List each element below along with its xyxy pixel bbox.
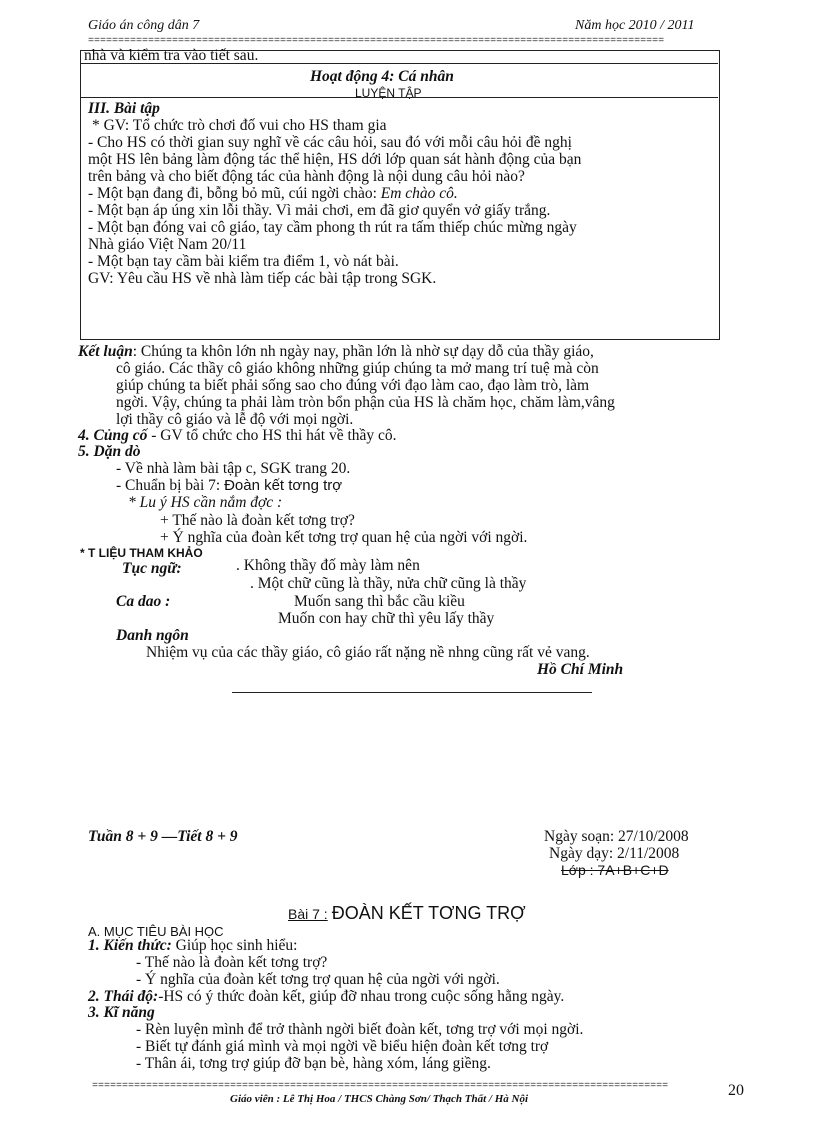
homework-sub: + Ý nghĩa của đoàn kết tơng trợ quan hệ của ngời với ngời. [160,529,528,546]
lesson-title-prefix: Bài 7 : [288,906,328,922]
greeting-text: Em chào cô. [380,185,458,202]
header-left: Giáo án công dân 7 [88,18,200,33]
box-line: trên bảng và cho biết động tác của hành động là nội dung câu hỏi nào? [88,168,525,185]
box-line: - Một bạn áp úng xin lỗi thầy. Vì mải chơi, em đã giơ quyển vở giấy trắng. [88,202,551,219]
knowledge-item: - Thế nào là đoàn kết tơng trợ? [136,954,328,971]
proverb-label: Tục ngữ: [122,560,182,577]
box-line-text: - Một bạn đang đi, bỗng bỏ mũ, cúi ngời chào: [88,185,377,202]
homework-note: * Lu ý HS cần nắm đợc : [128,494,283,511]
lesson-title-text: ĐOÀN KẾT TƠNG TRỢ [331,903,526,923]
carry-over-text: nhà và kiểm tra vào tiết sau. [84,47,259,64]
page-number: 20 [728,1082,744,1099]
consolidate-line [78,427,397,444]
section-title: III. Bài tập [88,100,160,117]
folk-line: Muốn sang thì bắc cầu kiều [294,593,465,610]
box-line: * GV: Tổ chức trò chơi đố vui cho HS tham gia [92,117,387,134]
conclusion-line: cô giáo. Các thầy cô giáo không những giúp chúng ta mở mang trí tuệ mà còn [116,360,599,377]
section-divider [232,692,592,693]
box-line: - Một bạn đóng vai cô giáo, tay cầm phong th rút ra tấm thiếp chúc mừng ngày [88,219,577,236]
box-line: - Cho HS có thời gian suy nghĩ về các câu hỏi, sau đó với mỗi câu hỏi đề nghị [88,134,572,151]
homework-sub: + Thế nào là đoàn kết tơng trợ? [160,512,355,529]
knowledge-label: 1. Kiến thức: [88,937,172,954]
skills-item: - Biết tự đánh giá mình và mọi ngời về biểu hiện đoàn kết tơng trợ [136,1038,549,1055]
header-right: Năm học 2010 / 2011 [575,18,695,33]
conclusion-line [78,343,594,360]
week-label: Tuần 8 + 9 —Tiết 8 + 9 [88,828,238,845]
activity-subtitle: LUYỆN TẬP [355,86,422,100]
proverb-line: . Một chữ cũng là thầy, nửa chữ cũng là thầy [250,575,527,592]
box-line: - Một bạn tay cầm bài kiểm tra điểm 1, vò nát bài. [88,253,399,270]
footer-teacher: Giáo viên : Lê Thị Hoa / THCS Chàng Sơn/ Thạch Thất / Hà Nội [230,1093,529,1105]
knowledge-item: - Ý nghĩa của đoàn kết tơng trợ quan hệ của ngời với ngời. [136,971,500,988]
consolidate-label: 4. Củng cố [78,427,148,444]
folk-line: Muốn con hay chữ thì yêu lấy thầy [278,610,495,627]
box-line: Nhà giáo Việt Nam 20/11 [88,236,247,253]
consolidate-text: - GV tổ chức cho HS thi hát về thầy cô. [151,427,397,444]
header-separator: ================================================================================================ [88,36,665,47]
conclusion-text: : Chúng ta khôn lớn nh ngày nay, phần lớn là nhờ sự dạy dỗ của thầy giáo, [132,343,594,360]
box-line: một HS lên bảng làm động tác thể hiện, HS dới lớp quan sát hành động của bạn [88,151,582,168]
objectives-label: A. MỤC TIÊU BÀI HỌC [88,924,224,939]
attitude-label: 2. Thái độ: [88,988,159,1005]
skills-item: - Rèn luyện mình để trở thành ngời biết đoàn kết, tơng trợ với mọi ngời. [136,1021,584,1038]
next-lesson-title: Đoàn kết tơng trợ [224,477,343,494]
proverb-line: . Không thầy đố mày làm nên [236,557,420,574]
skills-item: - Thân ái, tơng trợ giúp đỡ bạn bè, hàng xóm, láng giềng. [136,1055,491,1072]
homework-item: - Về nhà làm bài tập c, SGK trang 20. [116,460,351,477]
quote-label: Danh ngôn [116,627,189,644]
date-taught: Ngày dạy: 2/11/2008 [549,845,680,862]
attitude-text: -HS có ý thức đoàn kết, giúp đỡ nhau trong cuộc sống hằng ngày. [158,988,565,1005]
activity-title: Hoạt động 4: Cá nhân [310,68,454,85]
lesson-title [288,903,526,924]
folk-label: Ca dao : [116,593,171,610]
conclusion-label: Kết luận [78,343,133,360]
conclusion-line: giúp chúng ta biết phải sống sao cho đúng với đạo làm cao, đạo làm trò, làm [116,377,590,394]
knowledge-line [88,937,298,954]
homework-label: 5. Dặn dò [78,443,141,460]
box-line [88,185,458,202]
skills-label: 3. Kĩ năng [88,1004,155,1021]
attitude-line [88,988,564,1005]
homework-item-prefix: - Chuẩn bị bài 7: [116,477,221,494]
footer-separator: ================================================================================================ [92,1081,669,1092]
conclusion-line: ngời. Vậy, chúng ta phải làm tròn bổn phận của HS là chăm học, chăm làm,vâng [116,394,615,411]
references-label: * T LIỆU THAM KHẢO [80,546,203,560]
homework-item [116,477,342,494]
class-label: Lớp : 7A+B+C+D [561,862,669,878]
conclusion-line: lợi thầy cô giáo và lễ độ với mọi ngời. [116,411,354,428]
box-line: GV: Yêu cầu HS về nhà làm tiếp các bài tập trong SGK. [88,270,437,287]
knowledge-text: Giúp học sinh hiểu: [175,937,298,954]
date-prepared: Ngày soạn: 27/10/2008 [544,828,689,845]
quote-text: Nhiệm vụ của các thầy giáo, cô giáo rất nặng nề nhng cũng rất vẻ vang. [146,644,590,661]
quote-author: Hồ Chí Minh [537,661,624,678]
